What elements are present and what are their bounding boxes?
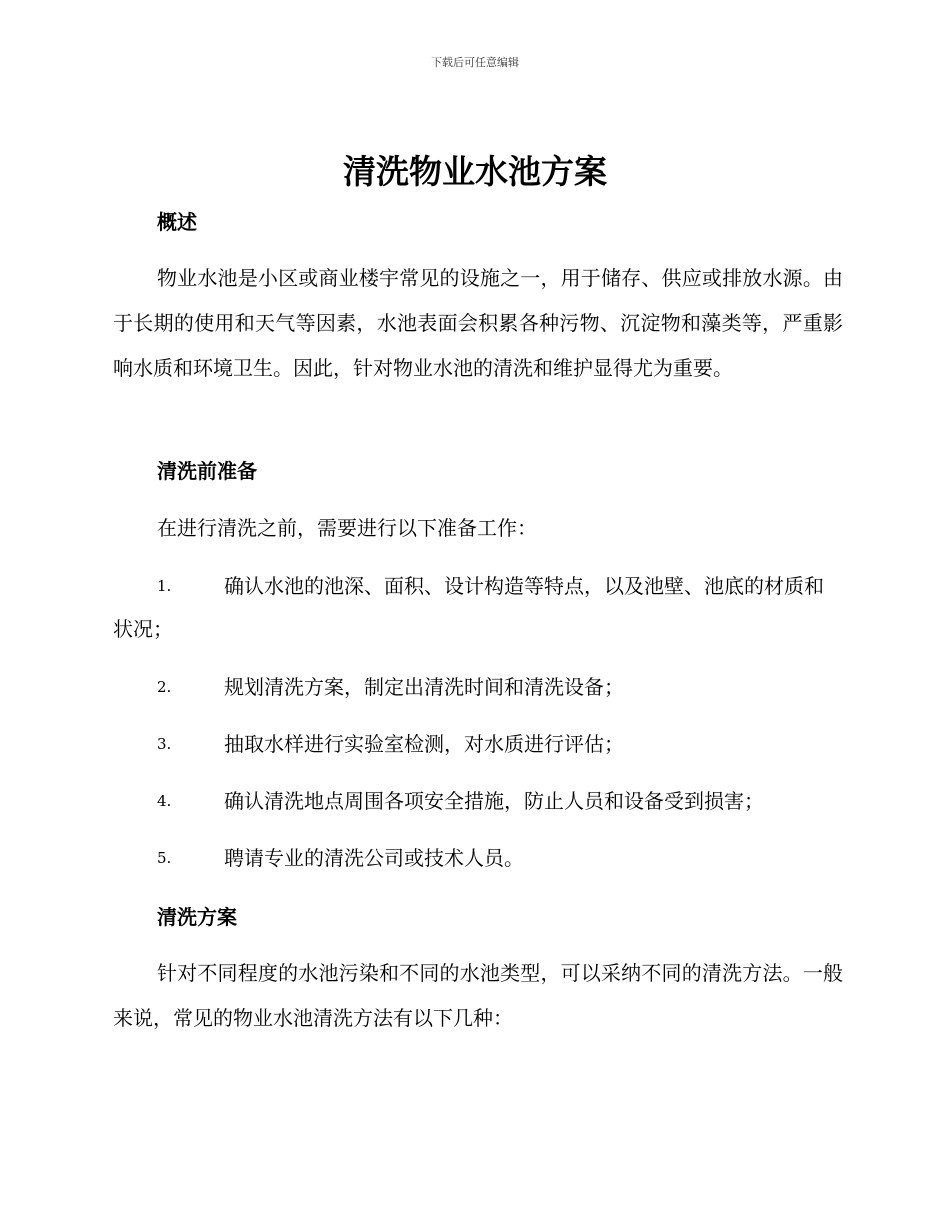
overview-paragraph: 物业水池是小区或商业楼宇常见的设施之一，用于储存、供应或排放水源。由于长期的使用和天气等因素，水池表面会积累各种污物、沉淀物和藻类等，严重影响水质和环境卫生。因此，针对物业水池的清洗和维护显得尤为重要。 [113, 266, 843, 380]
list-number: 2. [157, 678, 172, 696]
section-heading-cleaning-plan: 清洗方案 [157, 905, 237, 929]
section-heading-overview: 概述 [157, 210, 197, 234]
preparation-intro: 在进行清洗之前，需要进行以下准备工作： [157, 516, 537, 540]
list-text: 确认清洗地点周围各项安全措施，防止人员和设备受到损害； [224, 789, 764, 813]
list-number: 4. [157, 792, 172, 810]
document-title: 清洗物业水池方案 [343, 152, 607, 191]
list-item [113, 780, 843, 823]
header-note: 下载后可任意编辑 [431, 56, 519, 69]
list-item [113, 837, 843, 880]
list-number: 3. [157, 735, 172, 753]
list-text: 确认水池的池深、面积、设计构造等特点，以及池壁、池底的材质和状况； [113, 574, 824, 641]
list-item [113, 565, 843, 651]
list-number: 1. [157, 577, 172, 595]
list-item [113, 666, 843, 709]
cleaning-plan-paragraph: 针对不同程度的水池污染和不同的水池类型，可以采纳不同的清洗方法。一般来说，常见的物业水池清洗方法有以下几种： [113, 961, 843, 1030]
section-heading-preparation: 清洗前准备 [157, 459, 257, 483]
list-item [113, 723, 843, 766]
list-number: 5. [157, 849, 172, 867]
list-text: 抽取水样进行实验室检测，对水质进行评估； [224, 732, 624, 756]
list-text: 规划清洗方案，制定出清洗时间和清洗设备； [224, 675, 624, 699]
list-text: 聘请专业的清洗公司或技术人员。 [224, 846, 524, 870]
